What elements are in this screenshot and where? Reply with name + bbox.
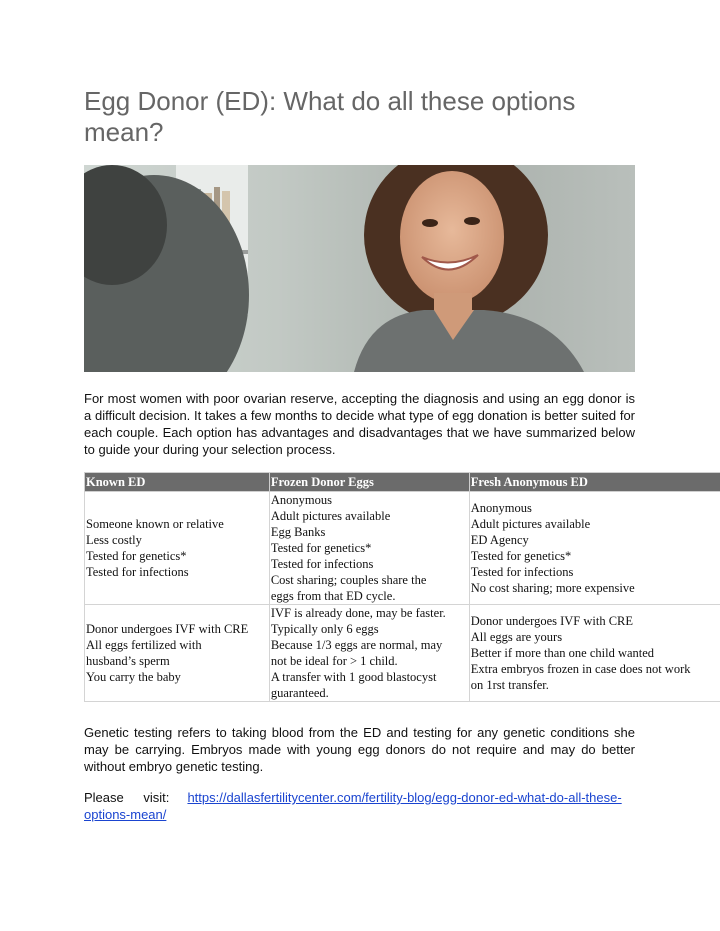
cell-line: IVF is already done, may be faster. <box>270 606 446 620</box>
cell-line: Less costly <box>86 533 142 547</box>
cell-line: All eggs fertilized with <box>86 638 202 652</box>
cell-line: Anonymous <box>470 501 532 515</box>
cell-line: Tested for genetics* <box>270 541 372 555</box>
visit-paragraph <box>84 789 635 823</box>
source-link[interactable]: https://dallasfertilitycenter.com/fertility-blog/egg-donor-ed-what-do-all-these-options-mean/ <box>84 790 622 822</box>
visit-label: Please visit: <box>84 790 170 805</box>
cell-line: Adult pictures available <box>270 509 391 523</box>
cell-line: All eggs are yours <box>470 630 563 644</box>
cell-line: Someone known or relative <box>86 517 224 531</box>
cell-line: Typically only 6 eggs <box>270 622 379 636</box>
header-fresh-anonymous-ed: Fresh Anonymous ED <box>469 473 720 492</box>
cell-line: Better if more than one child wanted <box>470 646 655 660</box>
table-header-row <box>85 473 720 492</box>
table-cell <box>85 492 270 605</box>
cell-line: Anonymous <box>270 493 332 507</box>
cell-line: eggs from that ED cycle. <box>270 589 396 603</box>
cell-line: Tested for infections <box>86 565 189 579</box>
cell-line: Donor undergoes IVF with CRE <box>86 622 249 636</box>
cell-line: Adult pictures available <box>470 517 591 531</box>
header-frozen-donor-eggs: Frozen Donor Eggs <box>269 473 469 492</box>
table-cell <box>469 492 720 605</box>
cell-line: Tested for genetics* <box>470 549 572 563</box>
comparison-table <box>84 472 720 702</box>
header-known-ed: Known ED <box>85 473 270 492</box>
photo-icon <box>84 165 635 372</box>
table-cell <box>469 605 720 702</box>
genetic-testing-paragraph: Genetic testing refers to taking blood from the ED and testing for any genetic conditions she may be carrying. Embryos made with young egg donors do not require and may do better without embryo genetic testing. <box>84 725 635 774</box>
hero-photo <box>84 165 635 372</box>
cell-line: Tested for genetics* <box>86 549 187 563</box>
cell-line: on 1rst transfer. <box>470 678 549 692</box>
table-row <box>85 492 720 605</box>
cell-line: Egg Banks <box>270 525 326 539</box>
cell-line: guaranteed. <box>270 686 329 700</box>
cell-line: Tested for infections <box>470 565 574 579</box>
intro-paragraph: For most women with poor ovarian reserve, accepting the diagnosis and using an egg donor is a difficult decision. It takes a few months to decide what type of egg donation is better suited for each couple. Each option has advantages and disadvantages that we have summarized below to guide your during your selection process. <box>84 391 635 457</box>
cell-line: ED Agency <box>470 533 529 547</box>
cell-line: You carry the baby <box>86 670 181 684</box>
table-row <box>85 605 720 702</box>
cell-line: No cost sharing; more expensive <box>470 581 635 595</box>
table-cell <box>85 605 270 702</box>
cell-line: A transfer with 1 good blastocyst <box>270 670 437 684</box>
cell-line: husband’s sperm <box>86 654 170 668</box>
cell-line: not be ideal for > 1 child. <box>270 654 398 668</box>
cell-line: Extra embryos frozen in case does not work <box>470 662 691 676</box>
cell-line: Cost sharing; couples share the <box>270 573 427 587</box>
cell-line: Donor undergoes IVF with CRE <box>470 614 634 628</box>
cell-line: Tested for infections <box>270 557 374 571</box>
table-cell <box>269 492 469 605</box>
table-cell <box>269 605 469 702</box>
page-title: Egg Donor (ED): What do all these options mean? <box>84 86 576 147</box>
cell-line: Because 1/3 eggs are normal, may <box>270 638 443 652</box>
